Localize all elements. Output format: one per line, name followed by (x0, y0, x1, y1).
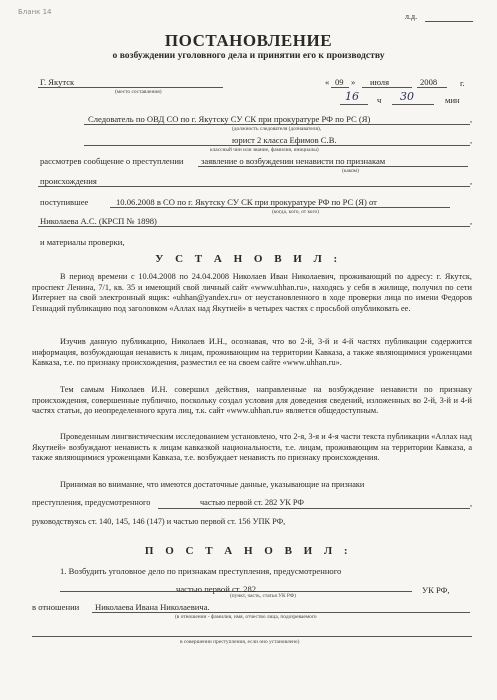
resolution-article: частью первой ст. 282 (176, 584, 257, 594)
crime-label: преступления, предусмотренного (32, 498, 151, 507)
investigator-rank-name: юрист 2 класса Ефимов С.В. (232, 135, 337, 145)
document-page: Бланк 14 л.д. ПОСТАНОВЛЕНИЕ о возбуждении уголовного дела и принятии его к производству Г. Якутск (место составления) « 09 » июля 2008 г. 16 ч 30 мин Следователь по ОВД СО по г. Якутску СУ СК при прокуратуре РФ по РС (Я) , (должность следователя (дознавателя), юрист 2 класса Ефимов С.В. , классный чин или звание, фамилия, инициалы) рассмотрев сообщение о преступлении заявление о возбуждении ненависти по признакам (каком) происхождения , поступившее 10.06.2008 в СО по г. Якутску СУ СК при прокуратуре РФ по РС (Я) от (когда, кого, от кого) Николаева А.С. (КРСП № 1898) , и материалы проверки, У С Т А Н О В И Л : В период времени с 10.04.2008 по 24.04.2008 Николаев Иван Николаевич, проживающий по адресу: г. Якутск, проспект Ленина, 7/1, кв. 35 и имеющий свой личный сайт «www.uhhan.ru», находясь у себя в жилище, получил по сети Интернет на свой электронный ящик: «uhhan@yandex.ru» от неустановленного в ходе проверки лица по имени Федоров Геннадий публикацию под заголовком «Аллах над Якутией» в четырех частях с просьбой опубликовать ее. Изучив данную публикацию, Николаев И.Н., осознавая, что во 2-й, 3-й и 4-й частях публикации содержится информация, возбуждающая ненависть к лицам, проживающим на территории Кавказа, а также являющимися уроженцами Кавказа, т.е. по признаку происхождения, разместил ее на своем сайте «www.uhhan.ru». Тем самым Николаев И.Н. совершил действия, направленные на возбуждение ненависти по признаку происхождения, совершенные публично, поскольку создал условия для доведения сведений, изложенных во 2-й, 3-й и 4-й частях статьи, до неопределенного круга лиц, т.к. сайт «www.uhhan.ru» является общедоступным. Проведенным лингвистическим исследованием установлено, что 2-я, 3-я и 4-я части текста публикации «Аллах над Якутией» возбуждают ненависть к лицам кавказкой национальности, т.е. лицам, проживающим на территории Кавказа, а также являющимися уроженцами Кавказа, т.е. возбуждает ненависть по признаку происхождения. Принимая во внимание, что имеются достаточные данные, указывающие на признаки преступления, предусмотренного частью первой ст. 282 УК РФ , руководствуясь ст. 140, 145, 146 (147) и частью первой ст. 156 УПК РФ, П О С Т А Н О В И Л : 1. Возбудить уголовное дело по признакам преступления, предусмотренного частью первой ст. 282 УК РФ, (пункт, часть, статья УК РФ) в отношении Николаева Ивана Николаевича. (в отношении - фамилия, имя, отчество лица, подозреваемого в совершении преступления, если оно установлено) (0, 0, 497, 700)
established-paragraph: Проведенным лингвистическим исследованием установлено, что 2-я, 3-я и 4-я части текста публикации «Аллах над Якутией» возбуждают ненависть к лицам кавказкой национальности, т.е. лицам, проживающим на территории Кавказа, а также являющимися уроженцами Кавказа, т.е. возбуждает ненависть по признаку происхождения. (32, 432, 472, 463)
received-caption: (когда, кого, от кого) (272, 209, 320, 215)
article-caption: (пункт, часть, статья УК РФ) (230, 593, 296, 599)
report-label: рассмотрев сообщение о преступлении (40, 156, 184, 166)
materials-text: и материалы проверки, (40, 237, 125, 247)
case-sheet-label: л.д. (405, 12, 418, 21)
report-value-continued: происхождения (40, 176, 97, 186)
established-paragraph: Изучив данную публикацию, Николаев И.Н., осознавая, что во 2-й, 3-й и 4-й частях публикации содержится информация, возбуждающая ненависть к лицам, проживающим на территории Кавказа, а также являющимися уроженцами Кавказа, т.е. по признаку происхождения, разместил ее на своем сайте «www.uhhan.ru». (32, 337, 472, 368)
blank-number-stamp: Бланк 14 (18, 8, 52, 16)
time-hour: 16 (345, 90, 359, 103)
place-line (38, 87, 223, 88)
date-month: июля (370, 77, 390, 87)
hour-label: ч (377, 95, 382, 105)
resolved-heading: П О С Т А Н О В И Л : (144, 545, 353, 557)
guided-text: руководствуясь ст. 140, 145, 146 (147) и частью первой ст. 156 УПК РФ, (32, 517, 286, 526)
established-paragraph: В период времени с 10.04.2008 по 24.04.2008 Николаев Иван Николаевич, проживающий по адресу: г. Якутск, проспект Ленина, 7/1, кв. 35 и имеющий свой личный сайт «www.uhhan.ru», находясь у себя в жилище, получил по сети Интернет на свой электронный ящик: «uhhan@yandex.ru» от неустановленного в ходе проверки лица по имени Федоров Геннадий публикацию под заголовком «Аллах над Якутией» в четырех частях с просьбой опубликовать ее. (32, 272, 472, 313)
received-value-continued: Николаева А.С. (КРСП № 1898) (40, 216, 157, 226)
date-day: 09 (335, 77, 344, 87)
document-title: ПОСТАНОВЛЕНИЕ (164, 31, 333, 50)
place-caption: (место составления) (115, 89, 162, 95)
received-value: 10.06.2008 в СО по г. Якутску СУ СК при прокуратуре РФ по РС (Я) от (116, 197, 377, 207)
against-label: в отношении (32, 602, 80, 612)
attention-text: Принимая во внимание, что имеются достаточные данные, указывающие на признаки (60, 480, 365, 489)
crime-value: частью первой ст. 282 УК РФ (200, 498, 304, 507)
established-heading: У С Т А Н О В И Л : (155, 253, 342, 265)
position-caption: (должность следователя (дознавателя), (232, 126, 322, 132)
investigator-position: Следователь по ОВД СО по г. Якутску СУ СК при прокуратуре РФ по РС (Я) (88, 114, 371, 124)
resolution-item-1: 1. Возбудить уголовное дело по признакам преступления, предусмотренного (60, 566, 342, 576)
time-minute: 30 (400, 90, 414, 103)
document-subtitle: о возбуждении уголовного дела и принятии его к производству (112, 50, 385, 61)
report-caption: (каком) (342, 168, 359, 174)
minute-label: мин (445, 95, 460, 105)
place-city: Г. Якутск (40, 77, 75, 87)
against-caption: (в отношении - фамилия, имя, отчество лица, подозреваемого (175, 614, 317, 620)
year-suffix: г. (460, 78, 465, 88)
last-caption: в совершении преступления, если оно установлено) (180, 639, 300, 645)
case-sheet-line (425, 21, 473, 22)
resolution-code: УК РФ, (422, 585, 450, 595)
rank-caption: классный чин или звание, фамилия, инициалы) (210, 147, 319, 153)
against-value: Николаева Ивана Николаевича. (95, 602, 210, 612)
date-year: 2008 (420, 77, 438, 87)
established-paragraph: Тем самым Николаев И.Н. совершил действия, направленные на возбуждение ненависти по признаку происхождения, совершенные публично, поскольку создал условия для доведения сведений, изложенных во 2-й, 3-й и 4-й частях статьи, до неопределенного круга лиц, т.к. сайт «www.uhhan.ru» является общедоступным. (32, 385, 472, 416)
report-value: заявление о возбуждении ненависти по признакам (201, 156, 386, 166)
received-label: поступившее (40, 197, 89, 207)
